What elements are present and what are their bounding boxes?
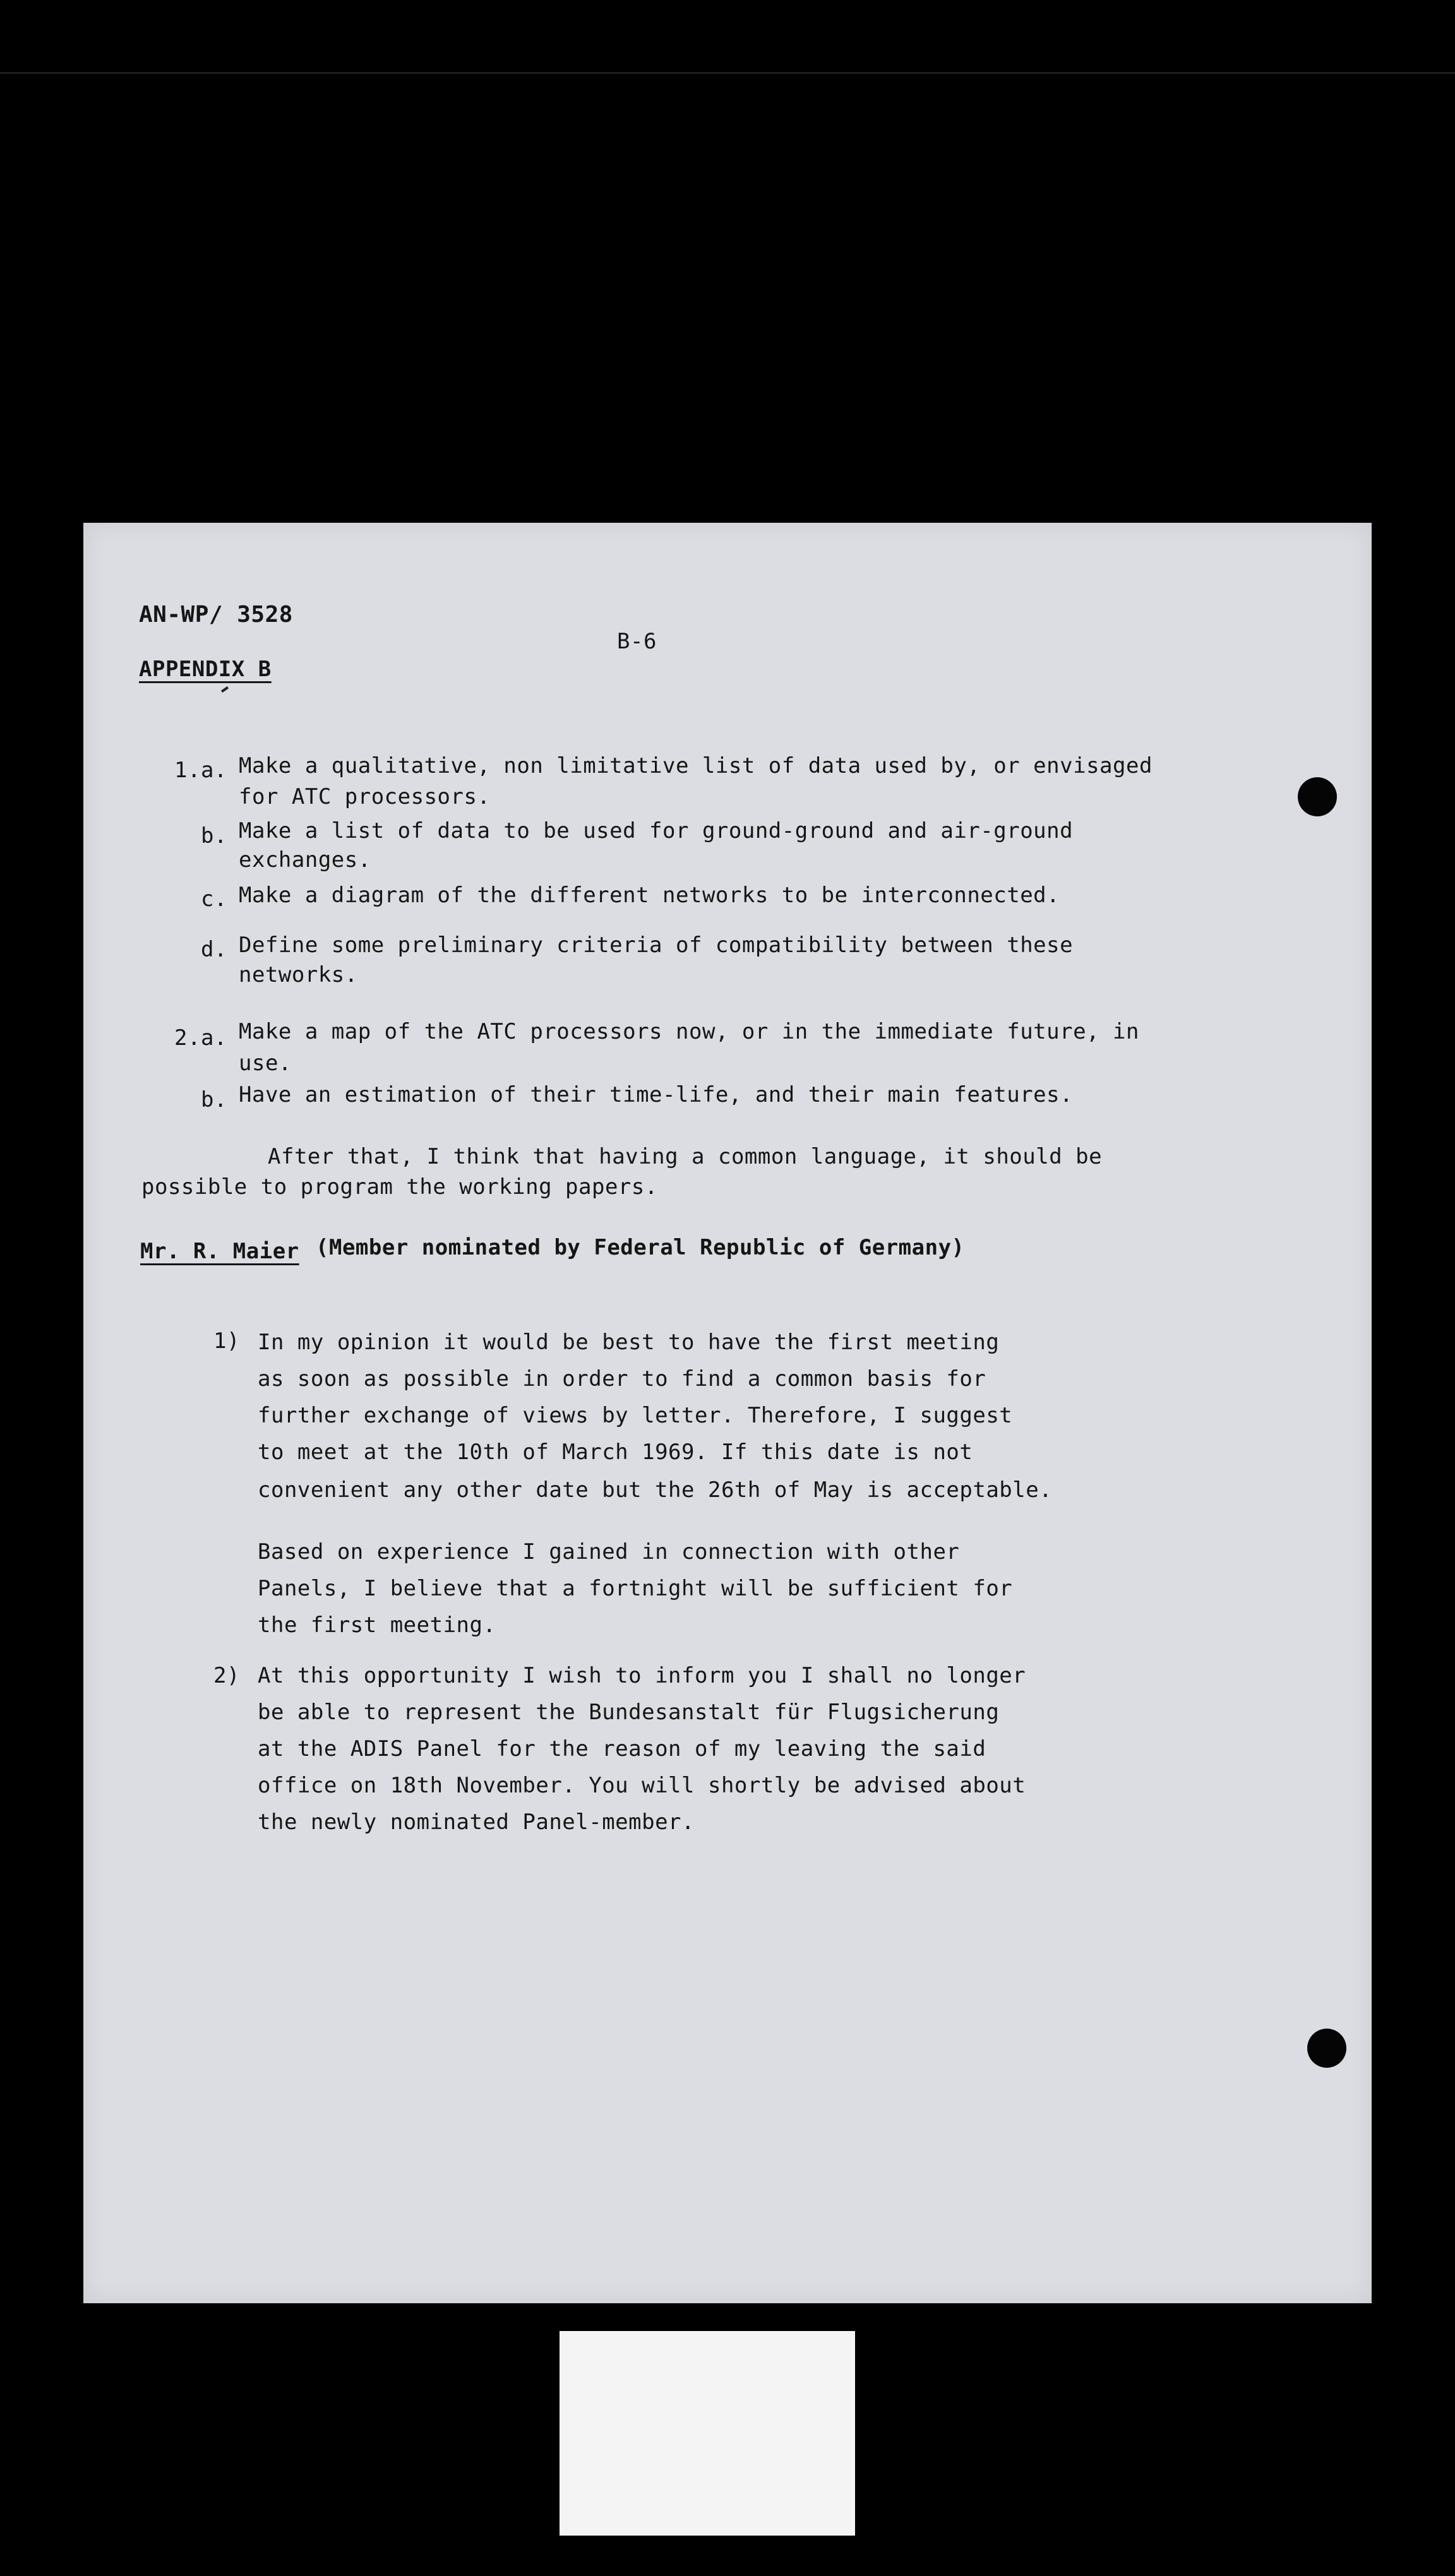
member-name: Mr. R. Maier [140,1239,299,1264]
point-2-line-5: the newly nominated Panel-member. [258,1810,695,1835]
item-1d-number: d. [201,937,227,962]
blank-paper-slip [560,2331,855,2536]
point-2-line-2: be able to represent the Bundesanstalt für Flugsicherung [258,1700,1000,1725]
item-1b-number: b. [201,823,227,849]
closing-line-1: After that, I think that having a common language, it should be [268,1144,1103,1169]
appendix-title: APPENDIX B [139,657,272,682]
item-1d-line-2: networks. [239,962,358,987]
item-1c-line-1: Make a diagram of the different networks to be interconnected. [239,883,1060,908]
item-2a-number: 2.a. [174,1025,227,1051]
point-2-line-3: at the ADIS Panel for the reason of my leaving the said [258,1736,986,1762]
item-2b-line-1: Have an estimation of their time-life, and their main features. [239,1082,1074,1107]
closing-line-2: possible to program the working papers. [141,1174,658,1200]
item-1a-number: 1.a. [174,758,227,783]
item-2a-line-2: use. [239,1051,292,1076]
point-1-line-1: In my opinion it would be best to have the first meeting [258,1330,1000,1355]
document-reference: AN-WP/ 3528 [139,602,293,628]
punch-hole-lower [1307,2029,1346,2068]
point-1-followup-line-3: the first meeting. [258,1613,496,1638]
item-2b-number: b. [201,1087,227,1112]
point-1-followup-line-1: Based on experience I gained in connection with other [258,1539,960,1565]
item-1a-line-1: Make a qualitative, non limitative list of data used by, or envisaged [239,753,1153,778]
point-2-line-4: office on 18th November. You will shortly be advised about [258,1773,1026,1798]
item-1a-line-2: for ATC processors. [239,784,491,809]
point-1-line-5: convenient any other date but the 26th of May is acceptable. [258,1477,1053,1503]
item-1d-line-1: Define some preliminary criteria of compatibility between these [239,933,1074,958]
point-2-line-1: At this opportunity I wish to inform you I shall no longer [258,1663,1026,1688]
point-1-line-3: further exchange of views by letter. Therefore, I suggest [258,1403,1013,1428]
item-1b-line-1: Make a list of data to be used for ground-ground and air-ground [239,818,1074,844]
point-1-number: 1) [213,1328,240,1354]
punch-hole-upper [1298,777,1337,816]
film-edge-line [0,72,1455,74]
point-1-line-4: to meet at the 10th of March 1969. If this date is not [258,1440,973,1465]
point-2-number: 2) [213,1663,240,1688]
point-1-followup-line-2: Panels, I believe that a fortnight will be sufficient for [258,1576,1013,1601]
page-number: B-6 [617,629,657,654]
member-role: (Member nominated by Federal Republic of Germany) [316,1235,965,1260]
item-1c-number: c. [201,886,227,912]
item-2a-line-1: Make a map of the ATC processors now, or in the immediate future, in [239,1019,1139,1044]
point-1-line-2: as soon as possible in order to find a common basis for [258,1366,986,1392]
item-1b-line-2: exchanges. [239,847,371,873]
